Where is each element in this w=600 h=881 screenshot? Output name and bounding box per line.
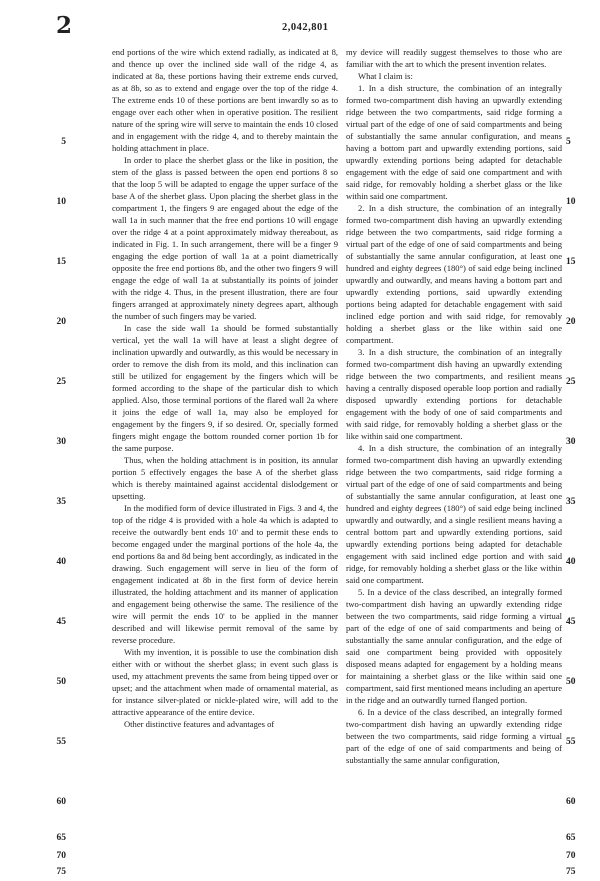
line-number-right: 30 <box>566 437 576 447</box>
line-number-right: 15 <box>566 257 576 267</box>
line-number-right: 55 <box>566 737 576 747</box>
line-number-right: 70 <box>566 851 576 861</box>
left-paragraph-1: end portions of the wire which extend radially, as indicated at 8, and thence up over the inclined side wall of the ridge 4, as indicated at 8a, these portions having their extreme ends curved, as at 8b, so as to extend and engage over the top of the ridge 4. The extreme ends 10 of these portions are bent inwardly so as to engage over each other when in operative position. The resilient nature of the spring wire will serve to maintain the ends 10 closed and in engagement with the ridge 4, and to thereby maintain the holding attachment in place. <box>112 47 338 153</box>
line-number-left: 55 <box>56 737 66 747</box>
line-number-left: 35 <box>56 497 66 507</box>
left-paragraph-6: With my invention, it is possible to use the combination dish either with or without the sherbet glass; in event such glass is used, my attachment prevents the same from being tipped over or upset; and the attachment when made of ornamental material, as for instance silver-plated or nickle-plated wire, will add to the attractive appearance of the entire device. <box>112 647 338 717</box>
line-number-left: 75 <box>56 867 66 877</box>
line-number-right: 35 <box>566 497 576 507</box>
line-number-left: 45 <box>56 617 66 627</box>
line-number-left: 60 <box>56 797 66 807</box>
claim-1: 1. In a dish structure, the combination of an integrally formed two-compartment dish having an upwardly extending ridge between the two compartments, said ridge forming a virtual part of the edge of one of said compartments and being of substantially the same annular configuration, and means having a bottom part and upwardly extending portions, said upwardly extending portions being adapted for detachable engagement with the edge of said one compartment and with said ridge, for removably holding a sherbet glass or the like within said one compartment. <box>346 83 562 201</box>
line-number-left: 20 <box>56 317 66 327</box>
line-number-right: 40 <box>566 557 576 567</box>
line-number-right: 20 <box>566 317 576 327</box>
right-paragraph-1: my device will readily suggest themselves to those who are familiar with the art to which the present invention relates. <box>346 47 562 69</box>
claim-5: 5. In a device of the class described, an integrally formed two-compartment dish having an upwardly extending ridge between the two compartments, said ridge forming a virtual part of the edge of one of said compartments and being of substantially the same annular configuration, and the edge of said one compartment being provided with oppositely disposed means adapted for engagement by a holding means for maintaining a sherbet glass or the like within said one compartment, said first mentioned means including an aperture in the ridge and an outwardly turned flanged portion. <box>346 587 562 705</box>
left-paragraph-4: Thus, when the holding attachment is in position, its annular portion 5 effectively engages the base A of the sherbet glass which is thereby maintained against accidental dislodgement or upsetting. <box>112 455 338 501</box>
line-number-right: 25 <box>566 377 576 387</box>
page-number: 2 <box>56 12 73 39</box>
line-number-left: 5 <box>61 137 66 147</box>
line-number-right: 50 <box>566 677 576 687</box>
claim-6: 6. In a device of the class described, an integrally formed two-compartment dish having an upwardly extending ridge between the two compartments, said ridge forming a virtual part of the edge of one of said compartments and being of substantially the same annular configuration, <box>346 707 562 765</box>
claim-3: 3. In a dish structure, the combination of an integrally formed two-compartment dish having an upwardly extending ridge between the two compartments, and resilient means having a centrally disposed operable loop portion and radially disposed upwardly extending portions for detachable engagement with the body of one of said compartments and with said ridge, for removably holding a sherbet glass or the like within said one compartment. <box>346 347 562 441</box>
line-number-right: 65 <box>566 833 576 843</box>
line-number-left: 65 <box>56 833 66 843</box>
left-column <box>112 46 338 730</box>
line-number-left: 10 <box>56 197 66 207</box>
line-number-right: 45 <box>566 617 576 627</box>
patent-number: 2,042,801 <box>282 22 329 33</box>
line-number-right: 5 <box>566 137 571 147</box>
claims-heading: What I claim is: <box>358 71 413 81</box>
right-column <box>346 46 562 766</box>
line-number-right: 60 <box>566 797 576 807</box>
line-number-right: 75 <box>566 867 576 877</box>
left-paragraph-7: Other distinctive features and advantages of <box>124 719 275 729</box>
claim-4: 4. In a dish structure, the combination of an integrally formed two-compartment dish having an upwardly extending ridge between the two compartments, said ridge forming a virtual part of the edge of one of said compartments and being of substantially the same annular configuration, at least one hundred and eighty degrees (180°) of said edge being inclined upwardly and outwardly, and a single resilient means having a central bottom part and upwardly extending portions, said upwardly extending portions being adapted for detachable engagement with said inclined edge portion and with said ridge, for removably holding a sherbet glass or the like within said one compartment. <box>346 443 562 585</box>
line-number-right: 10 <box>566 197 576 207</box>
left-paragraph-5: In the modified form of device illustrated in Figs. 3 and 4, the top of the ridge 4 is provided with a hole 4a which is adapted to receive the outwardly bent ends 10' and to permit these ends to become engaged under the marginal portions of the hole 4a, the end portions 8a and 8d being bent accordingly, as indicated in the drawing. Such engagement will serve in lieu of the form of engagement indicated at 8b in the first form of device herein illustrated, the holding attachment and its manner of application and engagement being otherwise the same. The resilience of the wire will permit the ends 10' to be applied in the manner described and will likewise permit removal of the same by reverse procedure. <box>112 503 338 645</box>
line-number-left: 70 <box>56 851 66 861</box>
line-number-left: 15 <box>56 257 66 267</box>
line-number-left: 50 <box>56 677 66 687</box>
line-number-left: 40 <box>56 557 66 567</box>
claim-2: 2. In a dish structure, the combination of an integrally formed two-compartment dish having an upwardly extending ridge between the two compartments, said ridge forming a virtual part of the edge of one of said compartments and being of substantially the same annular configuration, at least one hundred and eighty degrees (180°) of said edge being inclined upwardly and outwardly, and means having a bottom part and upwardly extending portions, said upwardly extending portions being adapted for detachable engagement with said inclined edge portion and with said ridge, for removably holding a sherbet glass or the like within said one compartment. <box>346 203 562 345</box>
line-number-left: 25 <box>56 377 66 387</box>
left-paragraph-2: In order to place the sherbet glass or the like in position, the stem of the glass is passed between the open end portions 8 so that the loop 5 will be adapted to engage the upper surface of the base A of the sherbet glass. Upon placing the sherbet glass in the compartment 1, the fingers 9 are engaged about the edge of the wall 1a in such manner that the free end portions 10 will engage over the ridge 4 at a point approximately midway thereabout, as indicated in Fig. 1. In such arrangement, there will be a finger 9 engaging the edge portion of wall 1a at a point diametrically opposite the free end portions 8b, and the other two fingers 9 will engage the edge of wall 1a at substantially its points of joinder with the ridge 4. Thus, in the present illustration, there are four fingers arranged at approximately ninety degrees apart, although the number of such fingers may be varied. <box>112 155 338 321</box>
line-number-left: 30 <box>56 437 66 447</box>
left-paragraph-3: In case the side wall 1a should be formed substantially vertical, yet the wall 1a will have at least a slight degree of inclination upwardly and outwardly, as this would be necessary in order to remove the dish from its mold, and this inclination can still be utilized for engagement by the fingers which will be formed according to the shape of the particular dish to which applied. Also, those terminal portions of the flared wall 2a where it joins the edge of wall 1a, may also be employed for engagement by the fingers 9, if so desired. Or, specially formed fingers might engage the bottom rounded corner portion 1b for the same purpose. <box>112 323 338 453</box>
